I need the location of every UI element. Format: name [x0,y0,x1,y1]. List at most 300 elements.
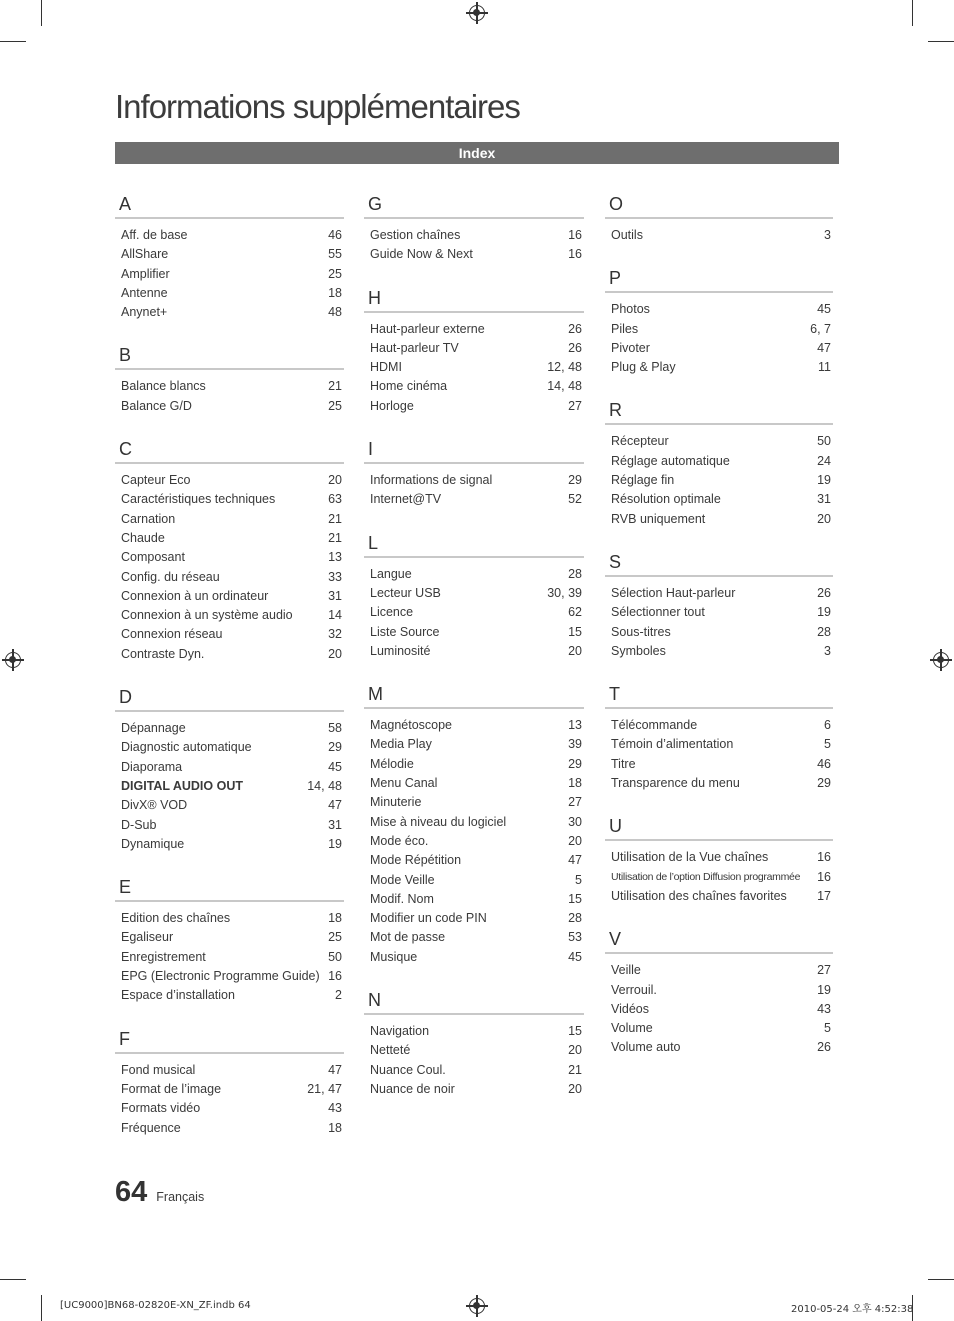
index-entry [605,961,833,980]
entry-pages: 16 [817,850,831,865]
page-footer [115,1176,204,1209]
entry-pages: 29 [817,776,831,791]
entry-pages: 19 [817,982,831,997]
section-letter: G [364,193,584,219]
crop-mark [41,0,42,26]
entry-pages: 16 [568,247,582,262]
index-entry [115,377,344,396]
section-letter: C [115,438,344,464]
entry-pages: 25 [328,398,342,413]
section-letter: H [364,287,584,313]
entry-pages: 26 [568,321,582,336]
entry-pages: 5 [824,1021,831,1036]
entry-term: Guide Now & Next [370,247,473,262]
entry-pages: 19 [328,836,342,851]
entry-term: Egaliseur [121,930,174,945]
entry-term: Mode Veille [370,872,435,887]
entry-term: Magnétoscope [370,718,453,733]
entry-pages: 6 [824,718,831,733]
index-entry [115,1061,344,1080]
index-entry [364,226,584,245]
index-entry [115,948,344,967]
registration-mark-icon [5,652,21,668]
entry-pages: 43 [328,1101,342,1116]
entry-term: Chaude [121,530,165,545]
registration-mark-icon [469,5,485,21]
entry-pages: 20 [328,473,342,488]
entry-pages: 18 [328,285,342,300]
entry-term: Edition des chaînes [121,911,231,926]
index-section [364,193,584,265]
index-entry [115,490,344,509]
entry-term: Netteté [370,1043,411,1058]
entry-term: Réglage automatique [611,453,730,468]
index-section [605,928,833,1057]
index-entry [364,377,584,396]
entry-term: Résolution optimale [611,492,721,507]
entry-pages: 55 [328,247,342,262]
entry-pages: 27 [568,398,582,413]
index-entry [364,774,584,793]
index-entry [364,565,584,584]
index-entry [364,358,584,377]
entry-term: Fond musical [121,1062,196,1077]
index-entry [364,871,584,890]
index-entry [605,452,833,471]
registration-mark-icon [933,652,949,668]
index-entry [115,796,344,815]
entry-pages: 45 [568,949,582,964]
section-letter: E [115,876,344,902]
entry-term: Horloge [370,398,414,413]
entry-term: Antenne [121,285,168,300]
index-entry [364,851,584,870]
index-entry [364,735,584,754]
section-letter: M [364,683,584,709]
index-section [115,876,344,1005]
entry-term: Config. du réseau [121,569,220,584]
entry-term: Diaporama [121,759,183,774]
index-entry [115,265,344,284]
entry-pages: 45 [328,759,342,774]
index-entry [605,774,833,793]
entry-term: DivX® VOD [121,798,188,813]
index-entry [115,606,344,625]
index-entry [115,284,344,303]
index-entry [364,471,584,490]
entry-term: Anynet+ [121,305,168,320]
index-entry [115,471,344,490]
index-entry [115,226,344,245]
registration-mark-icon [469,1298,485,1314]
entry-pages: 25 [328,930,342,945]
entry-pages: 29 [568,473,582,488]
entry-pages: 15 [568,624,582,639]
entry-pages: 50 [328,949,342,964]
index-entry [115,548,344,567]
entry-pages: 24 [817,453,831,468]
entry-term: Diagnostic automatique [121,740,252,755]
entry-term: AllShare [121,247,169,262]
entry-pages: 25 [328,266,342,281]
entry-pages: 32 [328,627,342,642]
entry-term: Sélectionner tout [611,605,705,620]
index-entry [115,1119,344,1138]
section-letter: R [605,399,833,425]
entry-pages: 28 [568,566,582,581]
entry-pages: 29 [328,740,342,755]
entry-pages: 3 [824,643,831,658]
entry-term: Enregistrement [121,949,206,964]
entry-pages: 19 [817,473,831,488]
entry-pages: 47 [817,340,831,355]
entry-term: Utilisation de la Vue chaînes [611,850,769,865]
entry-term: Nuance Coul. [370,1062,446,1077]
index-entry [364,909,584,928]
entry-pages: 15 [568,1024,582,1039]
index-entry [605,300,833,319]
index-entry [364,890,584,909]
index-entry [115,587,344,606]
index-section [605,683,833,793]
entry-term: Balance blancs [121,379,206,394]
entry-term: Liste Source [370,624,440,639]
entry-term: Balance G/D [121,398,192,413]
entry-term: Mode éco. [370,833,429,848]
section-letter: S [605,551,833,577]
entry-term: Récepteur [611,434,669,449]
crop-mark [0,41,26,42]
index-entry [115,777,344,796]
entry-pages: 27 [568,795,582,810]
entry-pages: 31 [328,817,342,832]
index-entry [364,1041,584,1060]
index-entry [605,848,833,867]
index-entry [364,490,584,509]
index-entry [605,716,833,735]
crop-mark [41,1295,42,1321]
entry-pages: 15 [568,891,582,906]
entry-term: Licence [370,605,414,620]
entry-term: Connexion à un système audio [121,608,293,623]
entry-pages: 21 [328,379,342,394]
crop-mark [928,41,954,42]
index-entry [605,981,833,1000]
entry-pages: 26 [568,340,582,355]
entry-term: Sélection Haut-parleur [611,585,736,600]
section-letter: I [364,438,584,464]
index-section [115,1028,344,1138]
section-letter: T [605,683,833,709]
entry-pages: 26 [817,585,831,600]
index-section [605,815,833,906]
entry-term: Mise à niveau du logiciel [370,814,507,829]
index-section [605,399,833,528]
entry-term: Sous-titres [611,624,671,639]
entry-pages: 20 [817,511,831,526]
entry-pages: 16 [328,969,342,984]
entry-term: Amplifier [121,266,170,281]
index-entry [605,603,833,622]
index-entry [364,716,584,735]
index-section [364,438,584,510]
entry-pages: 31 [817,492,831,507]
index-entry [605,432,833,451]
entry-pages: 20 [568,1043,582,1058]
index-entry [605,320,833,339]
entry-term: Langue [370,566,412,581]
entry-term: Transparence du menu [611,776,740,791]
entry-term: Modif. Nom [370,891,434,906]
entry-term: Mélodie [370,756,414,771]
entry-term: Symboles [611,643,666,658]
index-column-2 [364,193,584,1121]
entry-term: Dépannage [121,721,186,736]
index-entry [115,303,344,322]
index-entry [364,755,584,774]
entry-term: Volume auto [611,1040,681,1055]
index-entry [605,755,833,774]
index-section [115,438,344,664]
entry-pages: 14, 48 [547,379,582,394]
index-entry [115,510,344,529]
entry-term: Carnation [121,511,176,526]
print-slug-date: 2010-05-24 오후 4:52:38 [791,1304,914,1315]
index-entry [115,758,344,777]
entry-pages: 31 [328,588,342,603]
index-entry [364,813,584,832]
entry-pages: 20 [568,643,582,658]
entry-pages: 13 [568,718,582,733]
entry-term: Outils [611,228,643,242]
section-letter: U [605,815,833,841]
index-entry [605,887,833,906]
entry-term: Espace d’installation [121,988,235,1003]
entry-pages: 29 [568,756,582,771]
language-label: Français [156,1190,205,1204]
index-entry [115,529,344,548]
index-entry [605,1000,833,1019]
entry-term: Aff. de base [121,228,188,242]
entry-pages: 19 [817,605,831,620]
entry-term: Télécommande [611,718,698,733]
index-entry [605,1019,833,1038]
entry-pages: 43 [817,1001,831,1016]
index-entry [364,793,584,812]
entry-term: Utilisation des chaînes favorites [611,888,787,903]
index-section [115,193,344,322]
entry-pages: 21 [328,530,342,545]
index-entry [115,1099,344,1118]
index-entry [364,1080,584,1099]
index-section [364,989,584,1099]
index-entry [605,868,833,887]
entry-pages: 18 [328,1120,342,1135]
entry-pages: 16 [817,869,831,884]
entry-term: Home cinéma [370,379,448,394]
index-entry [605,510,833,529]
entry-term: Navigation [370,1024,430,1039]
entry-pages: 21 [568,1062,582,1077]
entry-pages: 63 [328,492,342,507]
index-entry [115,967,344,986]
index-entry [115,645,344,664]
entry-pages: 11 [818,360,831,375]
entry-term: Connexion à un ordinateur [121,588,269,603]
index-entry [115,835,344,854]
entry-term: Gestion chaînes [370,228,461,242]
index-entry [364,1022,584,1041]
index-entry [364,623,584,642]
entry-pages: 21 [328,511,342,526]
entry-term: Verrouil. [611,982,657,997]
index-section [364,532,584,661]
index-entry [115,816,344,835]
entry-term: RVB uniquement [611,511,706,526]
index-entry [115,719,344,738]
index-entry [364,603,584,622]
section-letter: N [364,989,584,1015]
crop-mark [928,1279,954,1280]
index-section [364,287,584,416]
entry-term: Media Play [370,737,432,752]
index-entry [115,928,344,947]
entry-term: Informations de signal [370,473,493,488]
index-entry [364,928,584,947]
section-letter: V [605,928,833,954]
entry-term: EPG (Electronic Programme Guide) [121,969,320,984]
index-section [605,551,833,661]
index-entry [364,397,584,416]
entry-term: Mot de passe [370,930,446,945]
entry-pages: 47 [568,853,582,868]
index-entry [115,909,344,928]
section-letter: F [115,1028,344,1054]
index-entry [605,584,833,603]
index-entry [115,1080,344,1099]
entry-pages: 26 [817,1040,831,1055]
entry-pages: 5 [575,872,582,887]
index-entry [364,245,584,264]
entry-term: D-Sub [121,817,157,832]
page-number: 64 [115,1176,148,1208]
entry-term: DIGITAL AUDIO OUT [121,778,243,793]
entry-pages: 20 [568,833,582,848]
index-section [605,267,833,377]
entry-pages: 62 [568,605,582,620]
index-entry [605,490,833,509]
entry-term: Vidéos [611,1001,649,1016]
entry-pages: 39 [568,737,582,752]
index-entry [605,358,833,377]
entry-pages: 50 [817,434,831,449]
entry-term: Capteur Eco [121,473,191,488]
index-entry [115,245,344,264]
entry-term: Mode Répétition [370,853,462,868]
entry-term: Haut-parleur TV [370,340,459,355]
index-entry [605,623,833,642]
index-entry [605,1038,833,1057]
entry-pages: 17 [817,888,831,903]
entry-term: Fréquence [121,1120,181,1135]
entry-pages: 46 [817,756,831,771]
entry-pages: 18 [568,776,582,791]
section-letter: L [364,532,584,558]
index-entry [115,986,344,1005]
section-letter: A [115,193,344,219]
entry-term: Nuance de noir [370,1081,455,1096]
section-bar: Index [115,142,839,164]
entry-term: Titre [611,756,636,771]
index-section [364,683,584,967]
entry-term: Photos [611,302,650,317]
entry-pages: 6, 7 [810,321,831,336]
index-entry [605,735,833,754]
index-entry [364,642,584,661]
entry-pages: 52 [568,492,582,507]
entry-pages: 14, 48 [307,778,342,793]
entry-term: Musique [370,949,418,964]
index-entry [364,948,584,967]
entry-term: Formats vidéo [121,1101,201,1116]
entry-pages: 48 [328,305,342,320]
index-column-3 [605,193,833,1080]
crop-mark [0,1279,26,1280]
entry-term: Dynamique [121,836,185,851]
entry-term: Luminosité [370,643,431,658]
entry-term: Format de l’image [121,1081,222,1096]
entry-term: Composant [121,550,185,565]
entry-pages: 21, 47 [307,1081,342,1096]
index-section [115,686,344,854]
index-entry [605,471,833,490]
index-section [115,344,344,416]
entry-term: Témoin d’alimentation [611,737,734,752]
entry-pages: 18 [328,911,342,926]
index-entry [605,642,833,661]
entry-pages: 47 [328,1062,342,1077]
index-entry [115,568,344,587]
entry-term: Utilisation de l’option Diffusion programmée [611,870,801,883]
section-letter: D [115,686,344,712]
entry-pages: 45 [817,302,831,317]
section-letter: B [115,344,344,370]
entry-pages: 3 [824,228,831,242]
entry-pages: 30, 39 [547,585,582,600]
entry-pages: 33 [328,569,342,584]
entry-term: Plug & Play [611,360,676,375]
print-slug-file: [UC9000]BN68-02820E-XN_ZF.indb 64 [60,1300,251,1311]
entry-pages: 13 [328,550,342,565]
entry-term: Volume [611,1021,653,1036]
entry-pages: 20 [568,1081,582,1096]
entry-term: Réglage fin [611,473,675,488]
entry-term: Menu Canal [370,776,438,791]
entry-term: Caractéristiques techniques [121,492,276,507]
index-column-1 [115,193,344,1160]
entry-term: Pivoter [611,340,650,355]
entry-term: HDMI [370,360,402,375]
entry-term: Piles [611,321,639,336]
index-entry [364,832,584,851]
entry-pages: 14 [328,608,342,623]
index-entry [605,226,833,245]
index-entry [364,320,584,339]
entry-term: Connexion réseau [121,627,223,642]
index-entry [364,1061,584,1080]
section-letter: P [605,267,833,293]
entry-pages: 12, 48 [547,360,582,375]
